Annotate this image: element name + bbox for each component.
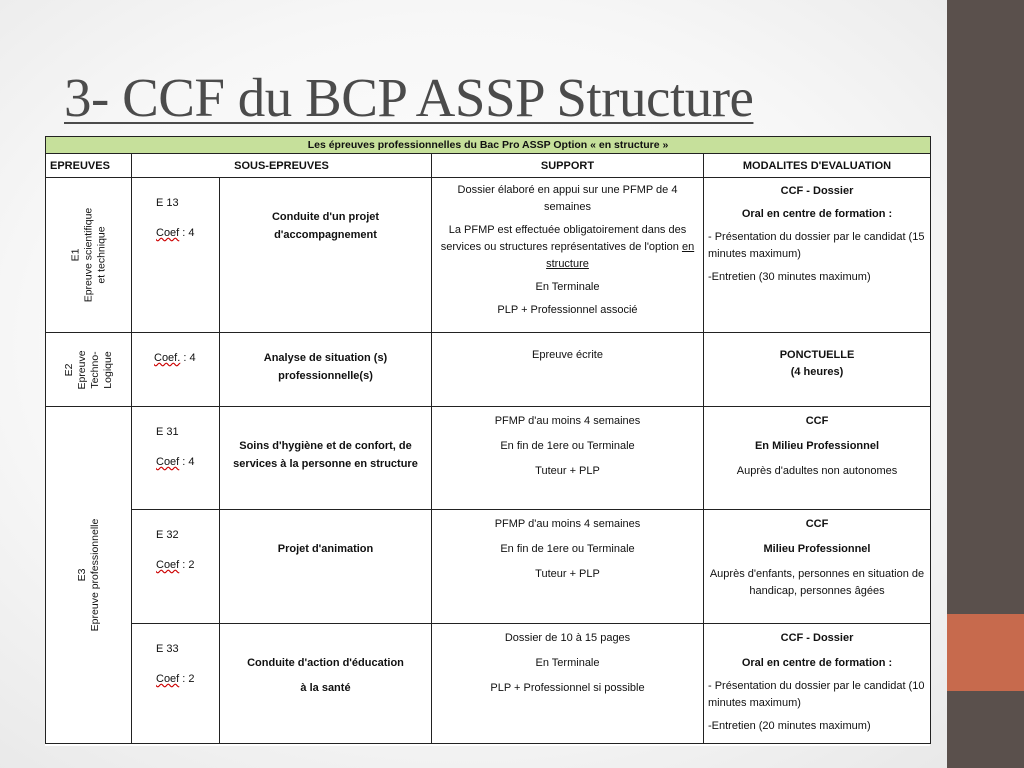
table-row-e31 (46, 407, 931, 510)
header-sous-epreuves: SOUS-EPREUVES (132, 154, 432, 178)
table-row-e33 (46, 624, 931, 744)
e31-sous-epreuve: Soins d'hygiène et de confort, de services à la personne en structure (220, 407, 432, 510)
e13-code: E 13 (156, 197, 179, 209)
e33-coef: Coef : 2 (156, 673, 195, 685)
table-row-e32 (46, 510, 931, 624)
e31-support: PFMP d'au moins 4 semaines En fin de 1ere ou Terminale Tuteur + PLP (432, 407, 704, 510)
e32-sous-epreuve: Projet d'animation (220, 510, 432, 624)
exam-table (45, 136, 931, 744)
e13-code-cell (132, 178, 220, 333)
e33-code: E 33 (156, 643, 179, 655)
header-epreuves: EPREUVES (46, 154, 132, 178)
epreuve-e1-cell (46, 178, 132, 333)
table-caption: Les épreuves professionnelles du Bac Pro ASSP Option « en structure » (46, 137, 931, 154)
e33-sous-epreuve: Conduite d'action d'éducation à la santé (220, 624, 432, 744)
exam-table-container (45, 136, 930, 746)
e31-code-cell (132, 407, 220, 510)
header-support: SUPPORT (432, 154, 704, 178)
e33-code-cell (132, 624, 220, 744)
header-modalites: MODALITES D'EVALUATION (704, 154, 931, 178)
e2-coef: Coef. : 4 (154, 352, 196, 364)
table-row-e2 (46, 333, 931, 407)
e13-modalites: CCF - Dossier Oral en centre de formation : - Présentation du dossier par le candidat (15 minutes maximum) -Entretien (30 minutes maximum) (704, 178, 931, 333)
side-accent-block (947, 614, 1024, 691)
e33-support: Dossier de 10 à 15 pages En Terminale PLP + Professionnel si possible (432, 624, 704, 744)
e2-coef-cell (132, 333, 220, 407)
e13-sous-epreuve: Conduite d'un projet d'accompagnement (220, 178, 432, 333)
epreuve-e2-cell (46, 333, 132, 407)
e31-modalites: CCF En Milieu Professionnel Auprès d'adultes non autonomes (704, 407, 931, 510)
table-row-e1 (46, 178, 931, 333)
table-header-row (46, 154, 931, 178)
epreuve-e1-label: E1 Epreuve scientifique et technique (69, 207, 107, 303)
epreuve-e2-label: E2 Epreuve Techno- Logique (62, 349, 114, 390)
e13-coef: Coef : 4 (156, 227, 195, 239)
epreuve-e3-label: E3 Epreuve professionnelle (75, 518, 101, 632)
e32-code: E 32 (156, 529, 179, 541)
e32-coef: Coef : 2 (156, 559, 195, 571)
table-caption-row (46, 137, 931, 154)
e32-support: PFMP d'au moins 4 semaines En fin de 1ere ou Terminale Tuteur + PLP (432, 510, 704, 624)
e31-coef: Coef : 4 (156, 456, 195, 468)
side-bar (947, 0, 1024, 768)
e13-support: Dossier élaboré en appui sur une PFMP de 4 semaines La PFMP est effectuée obligatoirement dans des services ou structures représentatives de l'option en structure En Terminale PLP + Professionnel associé (432, 178, 704, 333)
e32-modalites: CCF Milieu Professionnel Auprès d'enfants, personnes en situation de handicap, personnes âgées (704, 510, 931, 624)
e2-modalites: PONCTUELLE (4 heures) (704, 333, 931, 407)
e32-code-cell (132, 510, 220, 624)
e33-modalites: CCF - Dossier Oral en centre de formation : - Présentation du dossier par le candidat (10 minutes maximum) -Entretien (20 minutes maximum) (704, 624, 931, 744)
e2-support: Epreuve écrite (432, 333, 704, 407)
epreuve-e3-cell (46, 407, 132, 744)
e2-sous-epreuve: Analyse de situation (s) professionnelle(s) (220, 333, 432, 407)
e31-code: E 31 (156, 426, 179, 438)
slide-title: 3- CCF du BCP ASSP Structure (64, 67, 754, 128)
